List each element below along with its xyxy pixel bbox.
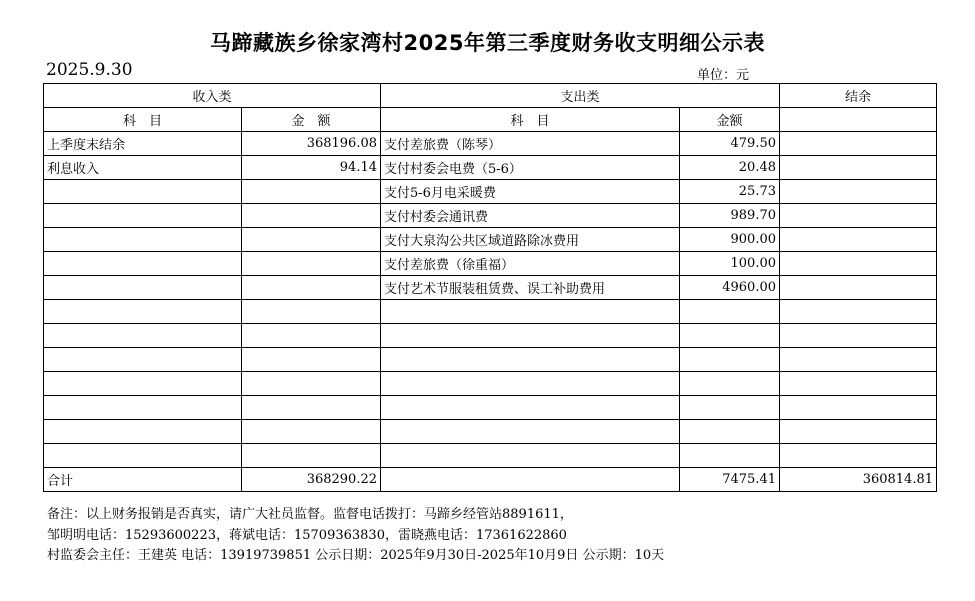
- note-line-1: 备注：以上财务报销是否真实，请广大社员监督。监督电话拨打：马蹄乡经管站8891611，: [47, 507, 573, 522]
- page-title: 马蹄藏族乡徐家湾村2025年第三季度财务收支明细公示表: [210, 31, 765, 55]
- expense-subject-cell: 支付村委会通讯费: [381, 204, 680, 228]
- income-amount-cell: [242, 348, 381, 372]
- income-amount-cell: [242, 372, 381, 396]
- income-amount-header: 金 额: [242, 108, 381, 132]
- note-line-3: 村监委会主任：王建英 电话：13919739851 公示日期：2025年9月30日-2025年10月9日 公示期：10天: [47, 548, 665, 563]
- income-subject-cell: [44, 228, 242, 252]
- income-subject-cell: [44, 324, 242, 348]
- income-amount-cell: [242, 252, 381, 276]
- income-amount-cell: [242, 204, 381, 228]
- expense-amount-cell: 25.73: [680, 180, 780, 204]
- total-expense-amount: 7475.41: [680, 468, 780, 492]
- expense-amount-cell: 20.48: [680, 156, 780, 180]
- balance-cell: [780, 156, 937, 180]
- expense-subject-cell: 支付差旅费（徐重福）: [381, 252, 680, 276]
- table-row: [44, 420, 937, 444]
- expense-amount-cell: 989.70: [680, 204, 780, 228]
- income-subject-cell: [44, 180, 242, 204]
- table-row: [44, 132, 937, 156]
- income-subject-cell: 利息收入: [44, 156, 242, 180]
- total-expense-subject-cell: [381, 468, 680, 492]
- expense-subject-cell: 支付5-6月电采暖费: [381, 180, 680, 204]
- income-subject-cell: [44, 204, 242, 228]
- income-amount-cell: [242, 324, 381, 348]
- income-subject-cell: [44, 348, 242, 372]
- unit-label: 单位：元: [697, 68, 750, 83]
- expense-amount-header: 金额: [680, 108, 780, 132]
- expense-group-header: 支出类: [381, 84, 780, 108]
- expense-subject-cell: 支付差旅费（陈琴）: [381, 132, 680, 156]
- total-income-amount: 368290.22: [242, 468, 381, 492]
- income-amount-cell: [242, 180, 381, 204]
- table-row: [44, 252, 937, 276]
- income-amount-cell: [242, 396, 381, 420]
- table-row: [44, 276, 937, 300]
- income-subject-cell: 上季度末结余: [44, 132, 242, 156]
- balance-cell: [780, 276, 937, 300]
- table-row: [44, 324, 937, 348]
- income-amount-cell: [242, 228, 381, 252]
- total-row: [44, 468, 937, 492]
- report-date: 2025.9.30: [46, 60, 133, 80]
- balance-cell: [780, 396, 937, 420]
- income-subject-header: 科 目: [44, 108, 242, 132]
- income-amount-cell: [242, 420, 381, 444]
- table-row: [44, 156, 937, 180]
- expense-amount-cell: [680, 372, 780, 396]
- income-subject-cell: [44, 372, 242, 396]
- balance-cell: [780, 348, 937, 372]
- expense-amount-cell: [680, 444, 780, 468]
- balance-cell: [780, 204, 937, 228]
- expense-amount-cell: [680, 348, 780, 372]
- income-subject-cell: [44, 276, 242, 300]
- balance-group-header: 结余: [780, 84, 937, 108]
- expense-amount-cell: [680, 420, 780, 444]
- table-row: [44, 204, 937, 228]
- balance-cell: [780, 300, 937, 324]
- expense-amount-cell: 900.00: [680, 228, 780, 252]
- column-header-row: [44, 108, 937, 132]
- income-group-header: 收入类: [44, 84, 381, 108]
- income-amount-cell: [242, 444, 381, 468]
- balance-cell: [780, 180, 937, 204]
- expense-subject-cell: [381, 420, 680, 444]
- income-subject-cell: [44, 444, 242, 468]
- expense-amount-cell: [680, 396, 780, 420]
- table-row: [44, 180, 937, 204]
- expense-subject-cell: 支付大泉沟公共区域道路除冰费用: [381, 228, 680, 252]
- table-row: [44, 348, 937, 372]
- income-amount-cell: [242, 276, 381, 300]
- income-subject-cell: [44, 252, 242, 276]
- expense-subject-cell: [381, 444, 680, 468]
- total-label: 合计: [44, 468, 242, 492]
- expense-amount-cell: 4960.00: [680, 276, 780, 300]
- expense-amount-cell: [680, 300, 780, 324]
- total-balance: 360814.81: [780, 468, 937, 492]
- balance-cell: [780, 444, 937, 468]
- income-subject-cell: [44, 420, 242, 444]
- table-row: [44, 228, 937, 252]
- income-amount-cell: 94.14: [242, 156, 381, 180]
- income-amount-cell: [242, 300, 381, 324]
- expense-amount-cell: 479.50: [680, 132, 780, 156]
- balance-cell: [780, 132, 937, 156]
- expense-amount-cell: [680, 324, 780, 348]
- note-line-2: 邹明明电话：15293600223，蒋斌电话：15709363830，雷晓燕电话：17361622860: [47, 528, 567, 543]
- expense-subject-cell: [381, 348, 680, 372]
- expense-subject-cell: [381, 372, 680, 396]
- balance-cell: [780, 324, 937, 348]
- income-subject-cell: [44, 396, 242, 420]
- balance-cell: [780, 228, 937, 252]
- expense-subject-cell: [381, 300, 680, 324]
- income-subject-cell: [44, 300, 242, 324]
- table-row: [44, 300, 937, 324]
- expense-subject-cell: 支付村委会电费（5-6）: [381, 156, 680, 180]
- expense-subject-cell: [381, 396, 680, 420]
- balance-cell: [780, 372, 937, 396]
- expense-subject-cell: [381, 324, 680, 348]
- group-header-row: [44, 84, 937, 108]
- expense-amount-cell: 100.00: [680, 252, 780, 276]
- finance-table: [43, 83, 937, 492]
- balance-cell: [780, 420, 937, 444]
- expense-subject-header: 科 目: [381, 108, 680, 132]
- expense-subject-cell: 支付艺术节服装租赁费、误工补助费用: [381, 276, 680, 300]
- table-row: [44, 444, 937, 468]
- balance-header: [780, 108, 937, 132]
- balance-cell: [780, 252, 937, 276]
- table-row: [44, 372, 937, 396]
- table-row: [44, 396, 937, 420]
- income-amount-cell: 368196.08: [242, 132, 381, 156]
